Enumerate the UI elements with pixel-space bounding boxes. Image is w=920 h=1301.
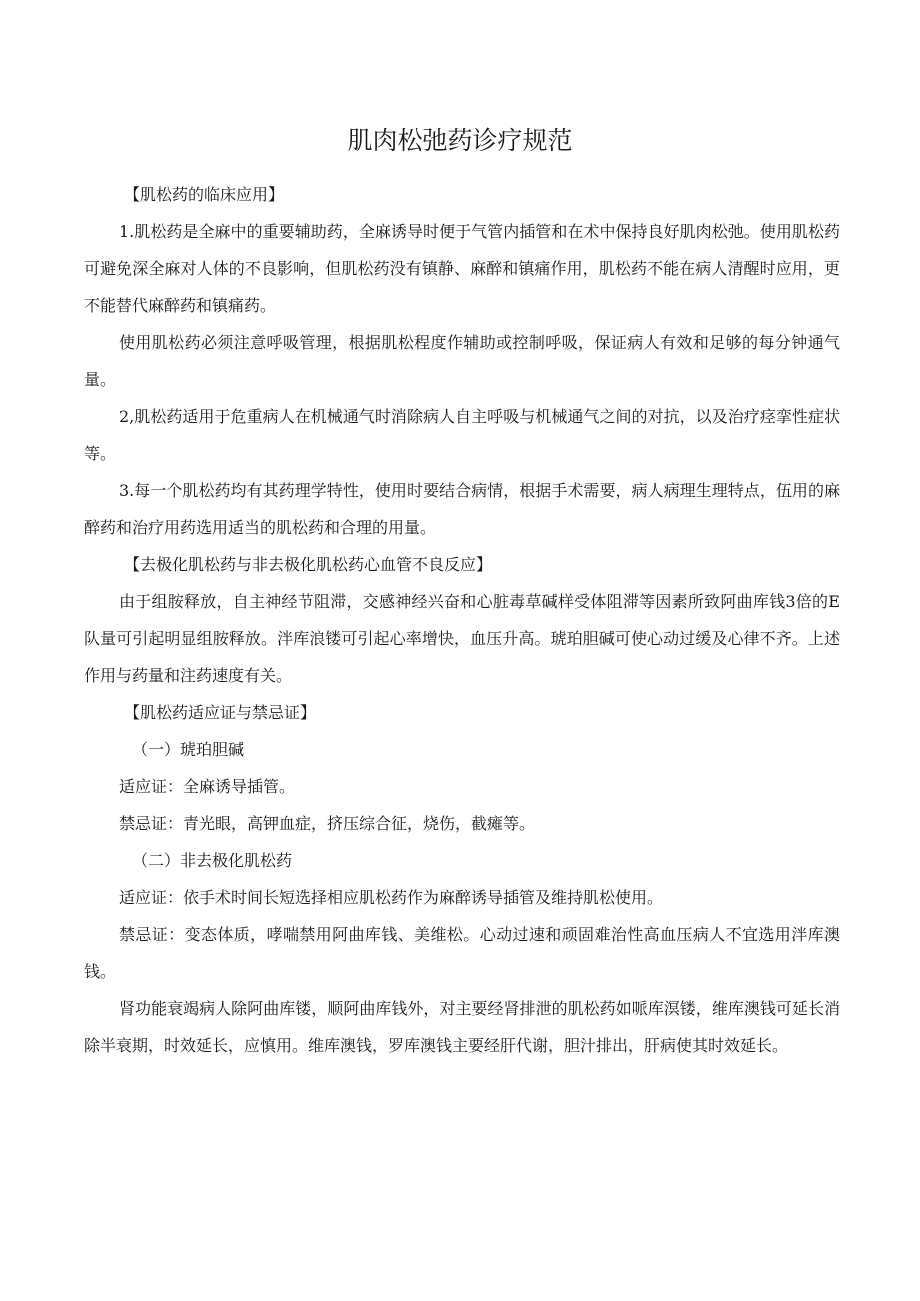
section-heading-indications: 【肌松药适应证与禁忌证】 — [124, 703, 317, 722]
paragraph: 肾功能衰竭病人除阿曲库镂，顺阿曲库钱外，对主要经肾排泄的肌松药如哌库溟镂，维库澳钱可延长消除半衰期，时效延长，应慎用。维库澳钱，罗库澳钱主要经肝代谢，胆汁排出，肝病使其时效延长。 — [84, 999, 840, 1055]
document-body — [84, 176, 840, 1064]
paragraph: 2,肌松药适用于危重病人在机械通气时消除病人自主呼吸与机械通气之间的对抗，以及治疗痉挛性症状等。 — [84, 407, 840, 463]
document-title: 肌肉松弛药诊疗规范 — [347, 126, 573, 155]
paragraph: 禁忌证：青光眼，高钾血症，挤压综合征，烧伤，截瘫等。 — [119, 814, 536, 833]
paragraph: 3.每一个肌松药均有其药理学特性，使用时要结合病情，根据手术需要，病人病理生理特点，伍用的麻醉药和治疗用药选用适当的肌松药和合理的用量。 — [84, 481, 840, 537]
paragraph: 禁忌证：变态体质，哮喘禁用阿曲库钱、美维松。心动过速和顽固难治性高血压病人不宜选用泮库澳钱。 — [84, 925, 840, 981]
subsection-heading-succinylcholine: （一）琥珀胆碱 — [132, 740, 245, 759]
paragraph: 适应证：全麻诱导插管。 — [119, 777, 296, 796]
subsection-heading-nondepolarizing: （二）非去极化肌松药 — [132, 851, 293, 870]
section-heading-cardiovascular: 【去极化肌松药与非去极化肌松药心血管不良反应】 — [124, 555, 493, 574]
section-heading-clinical-use: 【肌松药的临床应用】 — [124, 185, 285, 204]
paragraph: 适应证：依手术时间长短选择相应肌松药作为麻醉诱导插管及维持肌松使用。 — [119, 888, 664, 907]
paragraph: 使用肌松药必须注意呼吸管理，根据肌松程度作辅助或控制呼吸，保证病人有效和足够的每分钟通气量。 — [84, 333, 840, 389]
paragraph: 1.肌松药是全麻中的重要辅助药，全麻诱导时便于气管内插管和在术中保持良好肌肉松弛。使用肌松药可避免深全麻对人体的不良影响，但肌松药没有镇静、麻醉和镇痛作用，肌松药不能在病人清醒时应用，更不能替代麻醉药和镇痛药。 — [84, 222, 840, 315]
paragraph: 由于组胺释放，自主神经节阻滞，交感神经兴奋和心脏毒草碱样受体阻滞等因素所致阿曲库钱3倍的E队量可引起明显组胺释放。泮库浪镂可引起心率增快，血压升高。琥珀胆碱可使心动过缓及心律不齐。上述作用与药量和注药速度有关。 — [84, 592, 840, 685]
